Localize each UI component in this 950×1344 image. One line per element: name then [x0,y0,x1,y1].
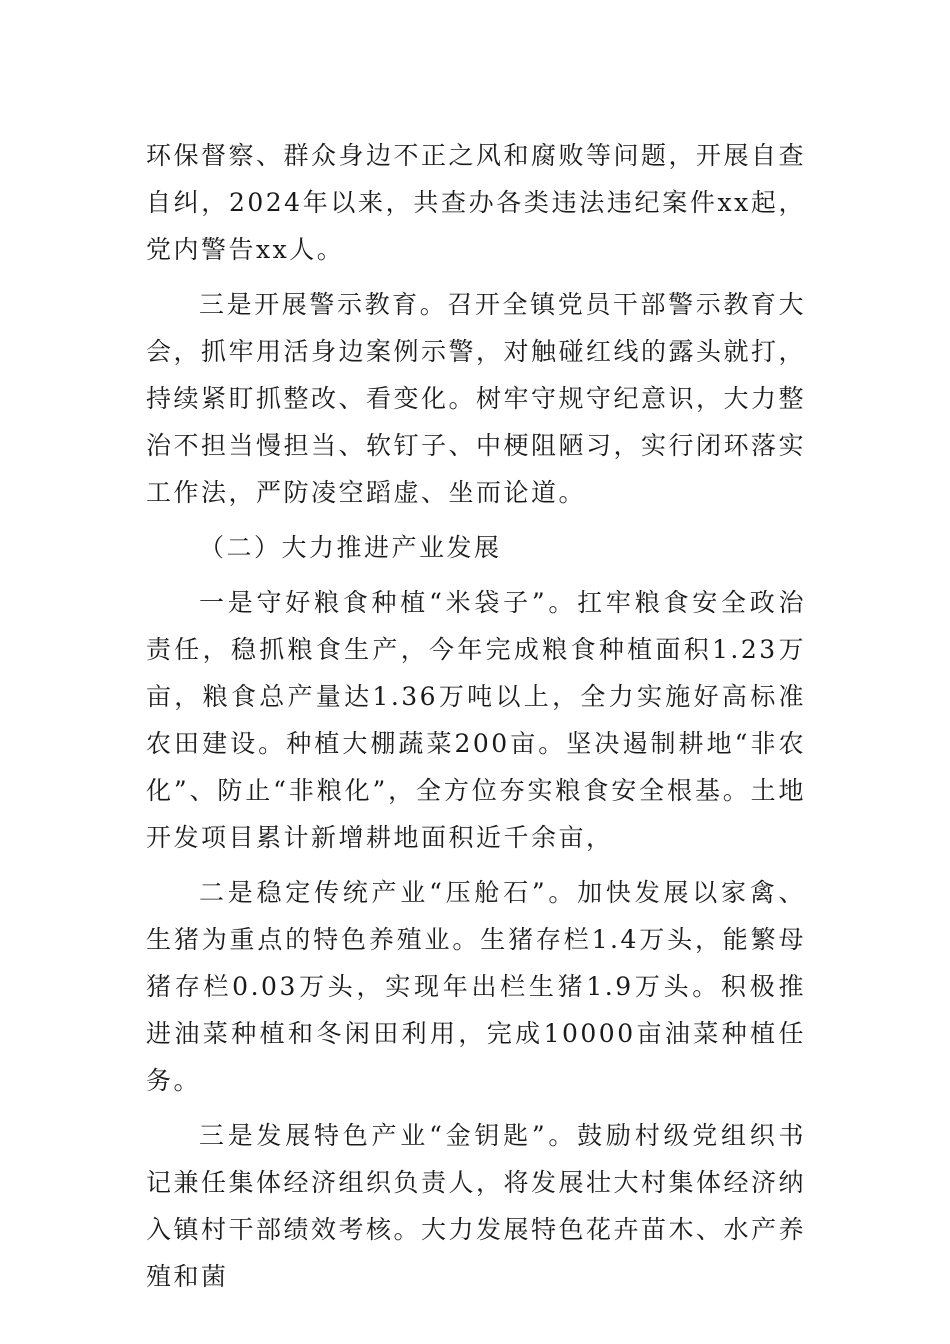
paragraph-warning-education: 三是开展警示教育。召开全镇党员干部警示教育大会，抓牢用活身边案例示警，对触碰红线的露头就打，持续紧盯抓整改、看变化。树牢守规守纪意识，大力整治不担当慢担当、软钉子、中梗阻陋习，实行闭环落实工作法，严防凌空蹈虚、坐而论道。 [146,290,807,507]
document-body [146,132,806,1308]
section-heading: （二）大力推进产业发展 [199,533,502,562]
paragraph-traditional-industry: 二是稳定传统产业“压舱石”。加快发展以家禽、生猪为重点的特色养殖业。生猪存栏1.4万头，能繁母猪存栏0.03万头，实现年出栏生猪1.9万头。积极推进油菜种植和冬闲田利用，完成10000亩油菜种植任务。 [146,878,806,1095]
paragraph-grain-planting: 一是守好粮食种植“米袋子”。扛牢粮食安全政治责任，稳抓粮食生产，今年完成粮食种植面积1.23万亩，粮食总产量达1.36万吨以上，全力实施好高标准农田建设。种植大棚蔬菜200亩。坚决遏制耕地“非农化”、防止“非粮化”，全方位夯实粮食安全根基。土地开发项目累计新增耕地面积近千余亩， [146,588,806,852]
paragraph-continuation: 环保督察、群众身边不正之风和腐败等问题，开展自查自纠，2024年以来，共查办各类违法违纪案件xx起，党内警告xx人。 [146,141,807,264]
paragraph-specialty-industry: 三是发展特色产业“金钥匙”。鼓励村级党组织书记兼任集体经济组织负责人，将发展壮大村集体经济纳入镇村干部绩效考核。大力发展特色花卉苗木、水产养殖和菌 [146,1121,807,1291]
